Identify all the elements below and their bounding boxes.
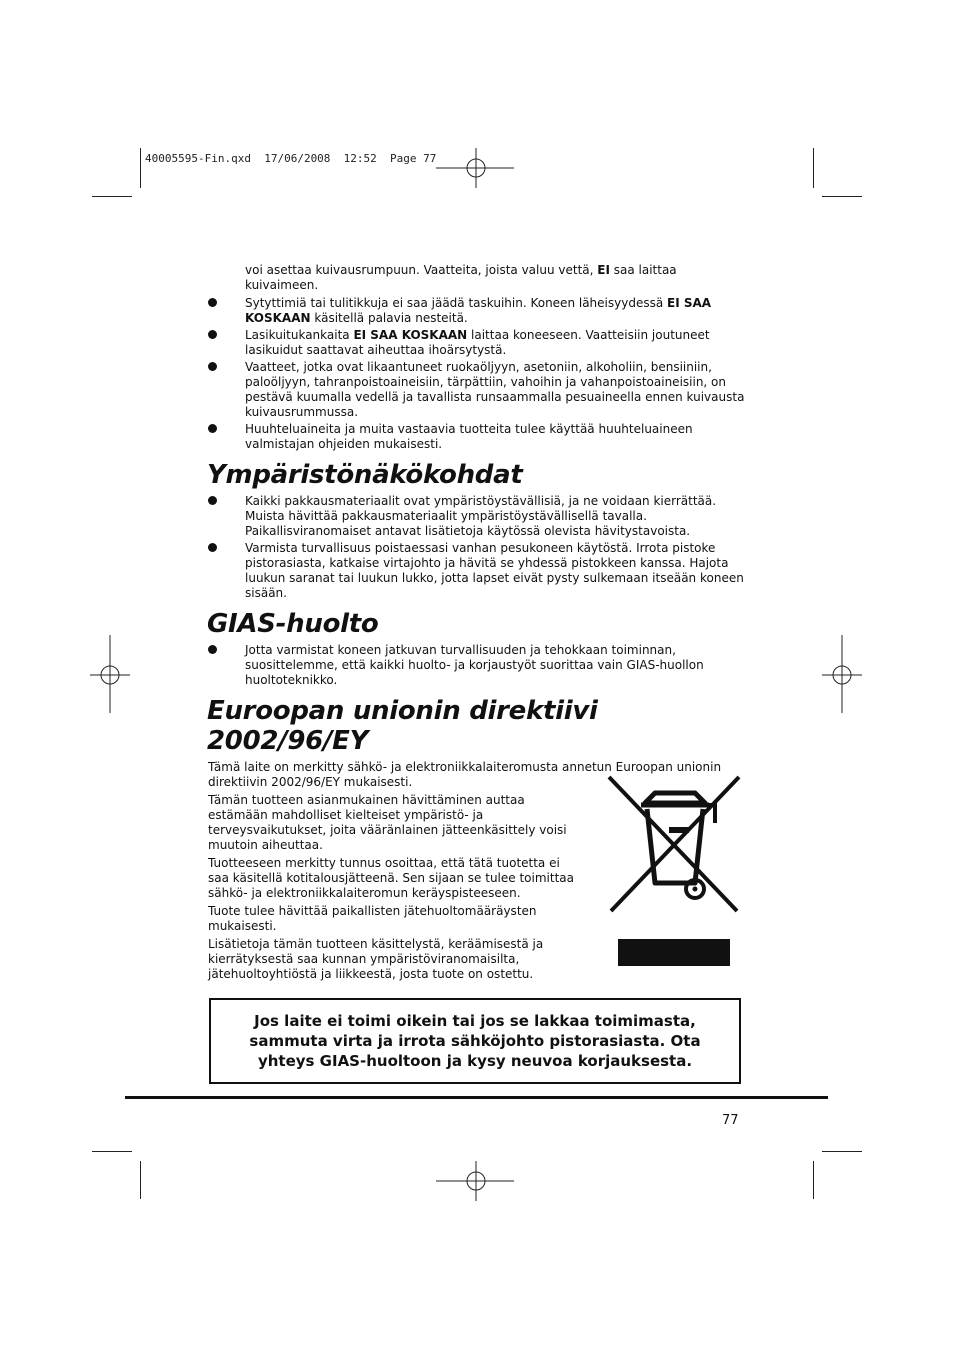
bullet-icon bbox=[208, 330, 217, 339]
eu-paragraph: Lisätietoja tämän tuotteen käsittelystä, keräämisestä ja kierrätyksestä saa kunnan ympäristöviranomaisilta, jätehuoltoyhtiöstä ja liikkeestä, josta tuote on ostettu. bbox=[208, 937, 544, 981]
bullet-icon bbox=[208, 645, 217, 654]
weee-solid-bar bbox=[618, 939, 730, 966]
bullet-icon bbox=[208, 424, 217, 433]
registration-mark-icon bbox=[436, 1161, 516, 1203]
page-content bbox=[208, 263, 748, 985]
printer-slug: 40005595-Fin.qxd 17/06/2008 12:52 Page 77 bbox=[145, 152, 437, 165]
service-notice-text: Jos laite ei toimi oikein tai jos se lakkaa toimimasta, sammuta virta ja irrota sähköjohto pistorasiasta. Ota yhteys GIAS-huoltoon ja kysy neuvoa korjauksesta. bbox=[249, 1012, 701, 1070]
intro-continuation: voi asettaa kuivausrumpuun. Vaatteita, joista valuu vettä, EI saa laittaa kuivaimeen. bbox=[245, 263, 677, 292]
eu-paragraph: Tämän tuotteen asianmukainen hävittäminen auttaa estämään mahdolliset kielteiset ympäristö- ja terveysvaikutukset, joita vääränlainen jätteenkäsittely voisi muutoin aiheuttaa. bbox=[208, 793, 567, 852]
crossed-out-wheelie-bin-icon bbox=[607, 773, 741, 915]
crop-mark bbox=[140, 148, 141, 188]
eu-intro: Tämä laite on merkitty sähkö- ja elektroniikkalaiteromusta annetun Euroopan unionin direktiivin 2002/96/EY mukaisesti. bbox=[208, 760, 722, 789]
list-item: Jotta varmistat koneen jatkuvan turvallisuuden ja tehokkaan toiminnan, suosittelemme, että kaikki huolto- ja korjaustyöt suorittaa vain GIAS-huollon huoltoteknikko. bbox=[208, 643, 748, 688]
crop-mark bbox=[822, 196, 862, 197]
crop-mark bbox=[92, 1151, 132, 1152]
registration-mark-icon bbox=[822, 635, 864, 715]
registration-mark-icon bbox=[90, 635, 132, 715]
list-item: Kaikki pakkausmateriaalit ovat ympäristöystävällisiä, ja ne voidaan kierrättää. Muista hävittää pakkausmateriaalit ympäristöystävällisellä tavalla. Paikallisviranomaiset antavat lisätietoja käytössä olevista hävitystavoista. bbox=[208, 494, 748, 539]
eu-paragraph: Tuotteeseen merkitty tunnus osoittaa, että tätä tuotetta ei saa käsitellä kotitalousjätteenä. Sen sijaan se tulee toimittaa sähkö- ja elektroniikkalaiteromun keräyspisteeseen. bbox=[208, 856, 574, 900]
footer-rule bbox=[125, 1096, 828, 1099]
list-item: Vaatteet, jotka ovat likaantuneet ruokaöljyyn, asetoniin, alkoholiin, bensiiniin, paloöljyyn, tahranpoistoaineisiin, tärpättiin, vahoihin ja vahanpoistoaineisiin, on pestävä kuumalla vedellä ja tavallista runsaammalla pesuaineella ennen kuivausta kuivausrummussa. bbox=[208, 360, 748, 420]
section-heading-service: GIAS-huolto bbox=[207, 609, 379, 639]
bullet-icon bbox=[208, 543, 217, 552]
list-item: Varmista turvallisuus poistaessasi vanhan pesukoneen käytöstä. Irrota pistoke pistorasiasta, katkaise virtajohto ja hävitä se yhdessä pistokkeen kanssa. Hajota luukun saranat tai luukun lukko, jotta lapset eivät pysty sulkemaan itseään koneen sisään. bbox=[208, 541, 748, 601]
crop-mark bbox=[140, 1161, 141, 1199]
bullet-icon bbox=[208, 298, 217, 307]
eu-paragraph: Tuote tulee hävittää paikallisten jätehuoltomääräysten mukaisesti. bbox=[208, 904, 537, 933]
crop-mark bbox=[813, 1161, 814, 1199]
list-item: Lasikuitukankaita EI SAA KOSKAAN laittaa koneeseen. Vaatteisiin joutuneet lasikuidut saattavat aiheuttaa ihoärsytystä. bbox=[208, 328, 748, 358]
list-item: Sytyttimiä tai tulitikkuja ei saa jäädä taskuihin. Koneen läheisyydessä EI SAA KOSKAAN käsitellä palavia nesteitä. bbox=[208, 296, 748, 326]
crop-mark bbox=[92, 196, 132, 197]
registration-mark-icon bbox=[436, 148, 516, 190]
bullet-icon bbox=[208, 362, 217, 371]
section-heading-eu-directive: Euroopan unionin direktiivi 2002/96/EY bbox=[207, 696, 598, 756]
service-notice-box bbox=[209, 998, 741, 1084]
list-item: Huuhteluaineita ja muita vastaavia tuotteita tulee käyttää huuhteluaineen valmistajan ohjeiden mukaisesti. bbox=[208, 422, 748, 452]
crop-mark bbox=[813, 148, 814, 188]
bullet-icon bbox=[208, 496, 217, 505]
section-heading-environment: Ympäristönäkökohdat bbox=[207, 460, 523, 490]
crop-mark bbox=[822, 1151, 862, 1152]
page-number: 77 bbox=[722, 1113, 739, 1128]
